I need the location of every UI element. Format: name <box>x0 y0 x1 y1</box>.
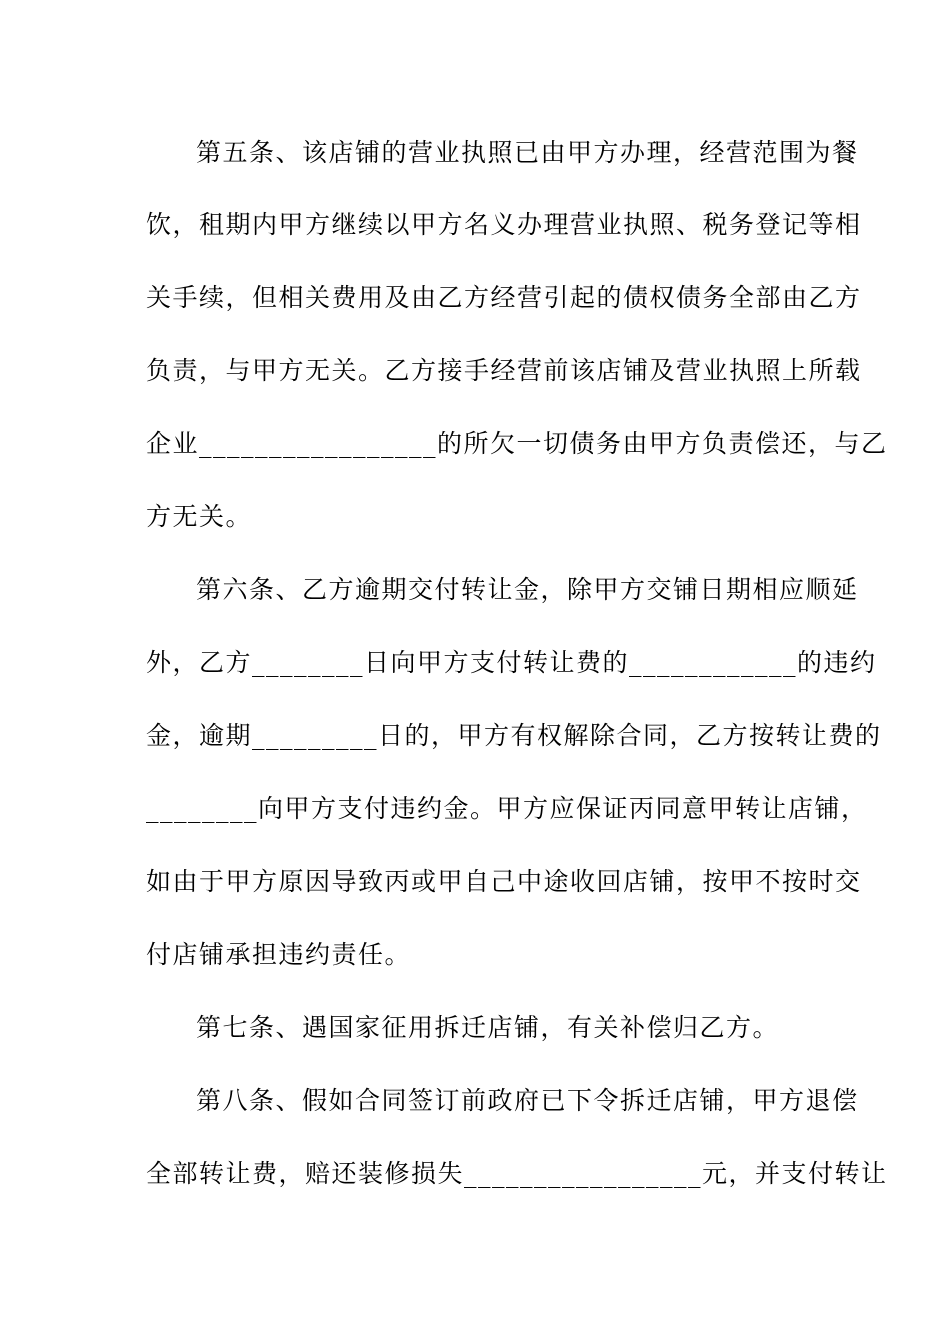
article-5-line-1: 第五条、该店铺的营业执照已由甲方办理，经营范围为餐 <box>196 138 859 167</box>
article-6-line-4: ________向甲方支付违约金。甲方应保证丙同意甲转让店铺， <box>146 794 868 823</box>
article-5-line-6: 方无关。 <box>146 502 253 531</box>
article-8-line-1: 第八条、假如合同签订前政府已下令拆迁店铺，甲方退偿 <box>196 1086 859 1115</box>
article-5-line-4: 负责，与甲方无关。乙方接手经营前该店铺及营业执照上所载 <box>146 356 862 385</box>
article-8-line-2: 全部转让费，赔还装修损失_________________元，并支付转让 <box>146 1159 888 1188</box>
article-5-line-3: 关手续，但相关费用及由乙方经营引起的债权债务全部由乙方 <box>146 283 862 312</box>
article-6-line-3: 金，逾期_________日的，甲方有权解除合同，乙方按转让费的 <box>146 721 882 750</box>
article-6-line-6: 付店铺承担违约责任。 <box>146 940 412 969</box>
article-5-line-5: 企业_________________的所欠一切债务由甲方负责偿还，与乙 <box>146 429 888 458</box>
article-5-line-2: 饮，租期内甲方继续以甲方名义办理营业执照、税务登记等相 <box>146 210 862 239</box>
article-6-line-1: 第六条、乙方逾期交付转让金，除甲方交铺日期相应顺延 <box>196 575 859 604</box>
article-6-line-5: 如由于甲方原因导致丙或甲自己中途收回店铺，按甲不按时交 <box>146 867 862 896</box>
article-6-line-2: 外，乙方________日向甲方支付转让费的____________的违约 <box>146 648 877 677</box>
article-7-line-1: 第七条、遇国家征用拆迁店铺，有关补偿归乙方。 <box>196 1013 780 1042</box>
